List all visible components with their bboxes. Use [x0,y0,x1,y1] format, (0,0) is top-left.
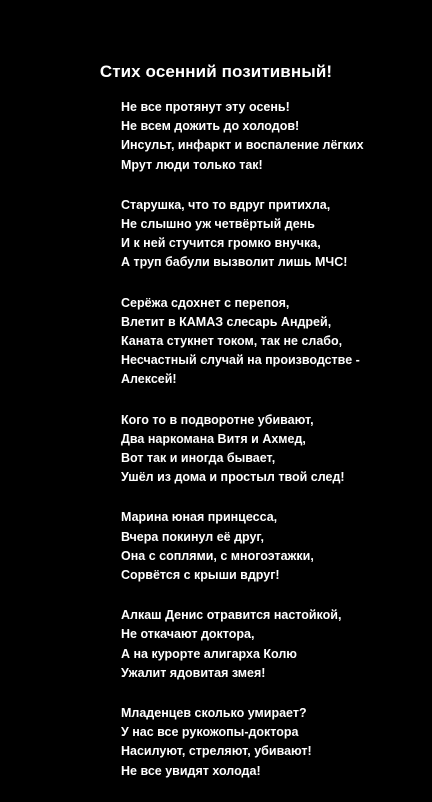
poem-body [121,98,426,802]
poem-line: Инсульт, инфаркт и воспаление лёгких [121,138,364,153]
poem-line: Ушёл из дома и простыл твой след! [121,470,345,485]
poem-line: Влетит в КАМАЗ слесарь Андрей, [121,314,332,329]
stanza [121,508,426,585]
stanza [121,704,426,781]
poem-line: Марина юная принцесса, [121,510,278,525]
poem-line: Кого то в подворотне убивают, [121,412,314,427]
poem-line: Серёжа сдохнет с перепоя, [121,295,290,310]
poem-line: Мрут люди только так! [121,157,263,172]
stanza [121,196,426,273]
poem-line: Не все увидят холода! [121,763,261,778]
poem-line: А на курорте алигарха Колю [121,646,297,661]
poem-title: Стих осенний позитивный! [99,62,333,81]
poem-line: Младенцев сколько умирает? [121,706,307,721]
poem-line: Не всем дожить до холодов! [121,119,300,134]
poem-line: Сорвётся с крыши вдруг! [121,568,280,583]
stanza [121,606,426,683]
poem-line: Не все протянут эту осень! [121,100,290,114]
poem-line: Алкаш Денис отравится настойкой, [121,608,342,623]
poem-line: Каната стукнет током, так не слабо, [121,334,343,349]
poem-line: Не слышно уж четвёртый день [121,217,315,232]
stanza [121,411,426,488]
poem-line: Старушка, что то вдруг притихла, [121,197,331,212]
poem-line: У нас все рукожопы-доктора [121,725,299,740]
poem-line: Не откачают доктора, [121,627,255,642]
poem-line: Насилуют, стреляют, убивают! [121,744,312,759]
poem-line: А труп бабули вызволит лишь МЧС! [121,255,348,270]
stanza [121,294,426,390]
poem-line: Ужалит ядовитая змея! [121,665,266,680]
poem-line: Два наркомана Витя и Ахмед, [121,431,306,446]
stanza [121,98,426,175]
poem-line: Несчастный случай на производстве - [121,353,360,368]
poem-line: Она с соплями, с многоэтажки, [121,548,314,563]
poem-line: Вчера покинул её друг, [121,529,265,544]
poem-line: Вот так и иногда бывает, [121,451,276,466]
poem-line: И к ней стучится громко внучка, [121,236,321,251]
poem-line: Алексей! [121,372,177,387]
